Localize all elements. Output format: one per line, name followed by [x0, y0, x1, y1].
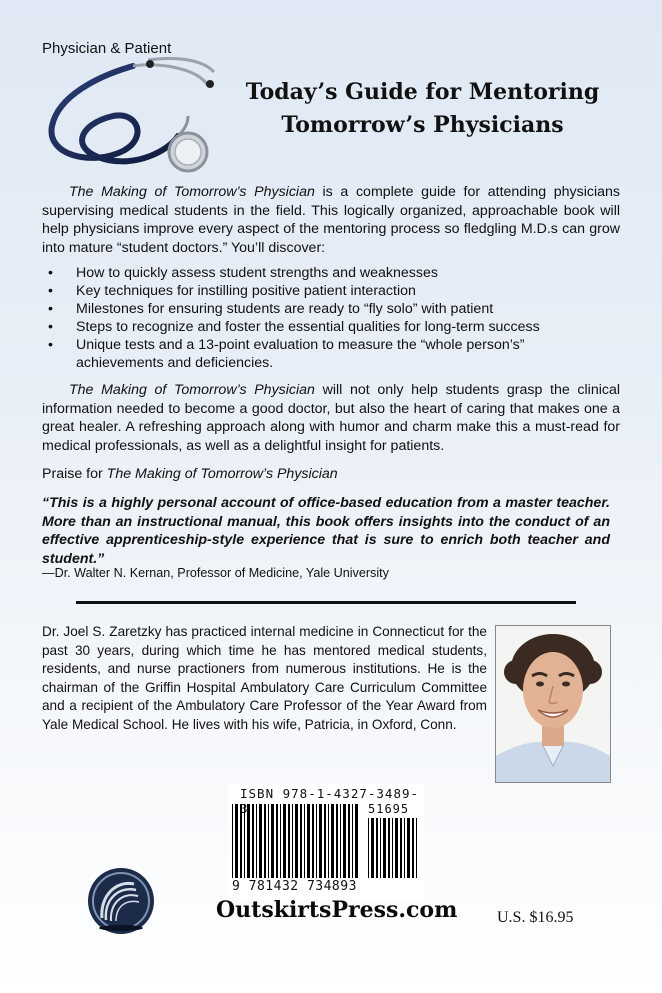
- closing-book-title: The Making of Tomorrow’s Physician: [69, 382, 315, 398]
- list-item: • Steps to recognize and foster the essential qualities for long-term success: [48, 318, 608, 336]
- stethoscope-icon: [38, 56, 228, 176]
- barcode-bars: [232, 804, 360, 878]
- intro-book-title: The Making of Tomorrow’s Physician: [69, 184, 315, 200]
- outskirts-press-logo-icon: [86, 866, 156, 936]
- praise-quote: “This is a highly personal account of office-based education from a master teacher. More than an instructional manual, this book offers insights into the conduct of an effective apprenticeship-style experience that is sure to enrich both teacher and student.”: [42, 495, 610, 567]
- closing-text: will not only help students grasp the clinical information needed to become a good doctor, but also the heart of caring that makes one a great healer. A refreshing approach along with humor and charm make this a must-read for medical professionals, as well as a delightful insight for patients.: [42, 382, 620, 454]
- section-divider: [76, 601, 576, 604]
- category-label: Physician & Patient: [42, 40, 172, 57]
- author-bio: Dr. Joel S. Zaretzky has practiced internal medicine in Connecticut for the past 30 years, during which time he has mentored medical students, residents, and nurse practioners from numerous institutions. He is the chairman of the Griffin Hospital Ambulatory Care Curriculum Committee and a recipient of the Ambulatory Care Professor of the Year Award from Yale Medical School. He lives with his wife, Patricia, in Oxford, Conn.: [42, 624, 487, 732]
- praise-book-title: The Making of Tomorrow’s Physician: [106, 466, 338, 482]
- list-item: • Milestones for ensuring students are ready to “fly solo” with patient: [48, 300, 608, 318]
- intro-paragraph: [42, 183, 620, 257]
- book-price: U.S. $16.95: [497, 909, 574, 926]
- closing-paragraph: [42, 381, 620, 455]
- praise-heading: [42, 466, 338, 482]
- isbn-digits: 9 781432 734893: [232, 879, 357, 894]
- praise-attribution: —Dr. Walter N. Kernan, Professor of Medicine, Yale University: [42, 566, 389, 580]
- author-photo: [495, 625, 611, 783]
- isbn-label: ISBN 978-1-4327-3489-3: [240, 786, 420, 816]
- headline: [225, 76, 620, 142]
- isbn-barcode: [228, 784, 424, 898]
- praise-label: Praise for: [42, 466, 107, 482]
- headline-line-2: Tomorrow’s Physicians: [281, 112, 564, 138]
- publisher-name: OutskirtsPress.com: [216, 897, 458, 923]
- benefits-list: [48, 264, 608, 372]
- list-item: • How to quickly assess student strengths and weaknesses: [48, 264, 608, 282]
- list-item: • Key techniques for instilling positive patient interaction: [48, 282, 608, 300]
- list-item: • Unique tests and a 13-point evaluation to measure the “whole person’s” achievements and deficiencies.: [48, 336, 608, 372]
- headline-line-1: Today’s Guide for Mentoring: [245, 79, 600, 105]
- barcode-addon-bars: [368, 818, 420, 878]
- intro-text: is a complete guide for attending physicians supervising medical students in the field. This logically organized, approachable book will help physicians improve every aspect of the mentoring process so fledgling M.D.s can grow into mature “student doctors.” You’ll discover:: [42, 184, 621, 256]
- barcode-price-code: 51695: [368, 802, 410, 816]
